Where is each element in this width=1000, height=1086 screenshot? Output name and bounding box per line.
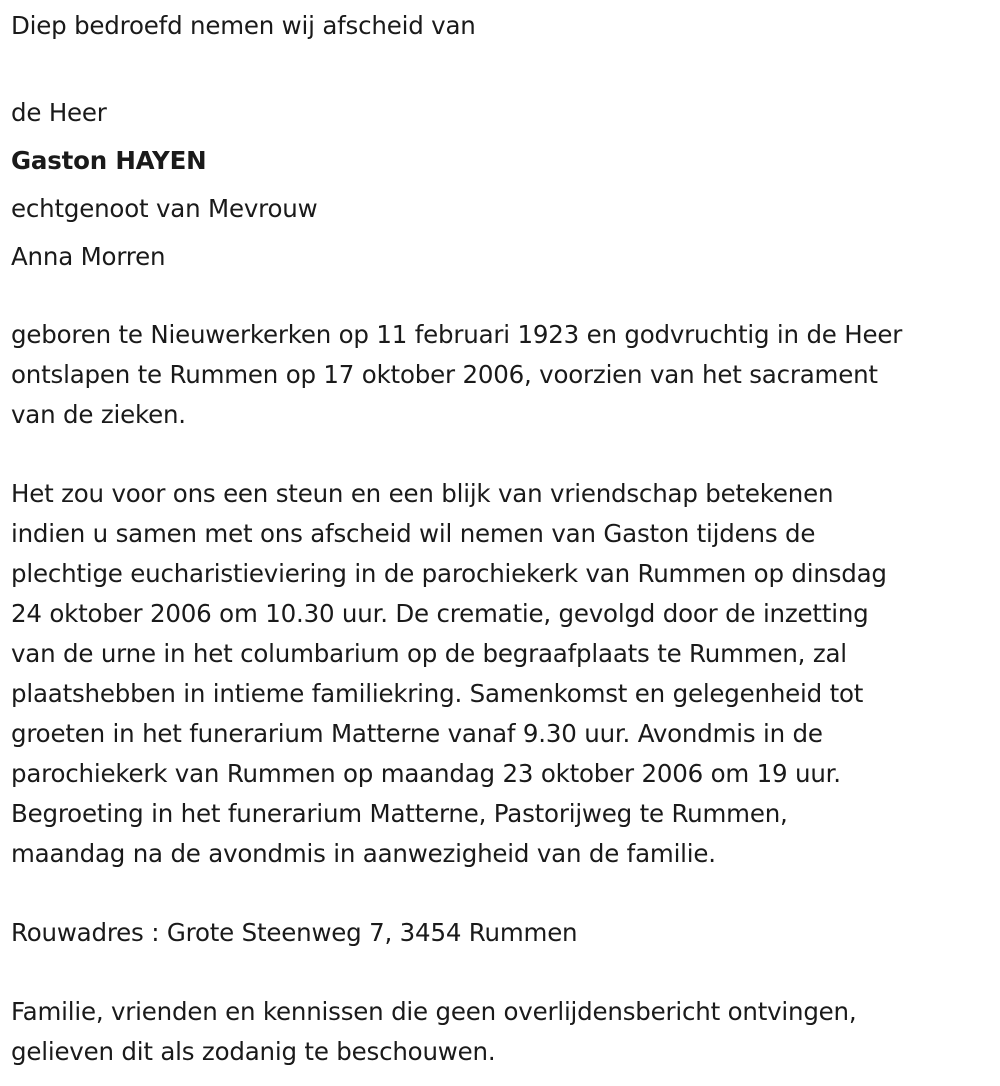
paragraph-line: parochiekerk van Rummen op maandag 23 oktober 2006 om 19 uur. [11,759,841,788]
paragraph-line: plaatshebben in intieme familiekring. Samenkomst en gelegenheid tot [11,679,864,708]
birth-death-paragraph [11,315,1000,435]
paragraph-line: groeten in het funerarium Matterne vanaf 9.30 uur. Avondmis in de [11,719,823,748]
paragraph-line: plechtige eucharistieviering in de parochiekerk van Rummen op dinsdag [11,559,887,588]
paragraph-line: van de zieken. [11,400,186,429]
spacer [11,281,1000,315]
spacer [11,953,1000,992]
spacer [11,44,1000,89]
intro-text: Diep bedroefd nemen wij afscheid van [11,11,476,40]
paragraph-line: van de urne in het columbarium op de begraafplaats te Rummen, zal [11,639,847,668]
paragraph-line: 24 oktober 2006 om 10.30 uur. De crematie, gevolgd door de inzetting [11,599,869,628]
spouse-label: echtgenoot van Mevrouw [11,194,318,223]
paragraph-line: maandag na de avondmis in aanwezigheid van de familie. [11,839,716,868]
closing-paragraph [11,992,1000,1072]
deceased-name: Gaston HAYEN [11,146,207,175]
paragraph-line: geboren te Nieuwerkerken op 11 februari 1923 en godvruchtig in de Heer [11,320,903,349]
spacer [11,435,1000,474]
spacer [11,874,1000,913]
ceremony-paragraph [11,474,1000,874]
honorific: de Heer [11,98,107,127]
paragraph-line: indien u samen met ons afscheid wil nemen van Gaston tijdens de [11,519,816,548]
paragraph-line: Begroeting in het funerarium Matterne, Pastorijweg te Rummen, [11,799,788,828]
paragraph-line: Het zou voor ons een steun en een blijk van vriendschap betekenen [11,479,834,508]
paragraph-line: gelieven dit als zodanig te beschouwen. [11,1037,496,1066]
mourning-address: Rouwadres : Grote Steenweg 7, 3454 Rummen [11,918,578,947]
deceased-block [11,89,1000,281]
paragraph-line: ontslapen te Rummen op 17 oktober 2006, voorzien van het sacrament [11,360,878,389]
spouse-name: Anna Morren [11,242,166,271]
paragraph-line: Familie, vrienden en kennissen die geen overlijdensbericht ontvingen, [11,997,857,1026]
address-paragraph [11,913,1000,953]
